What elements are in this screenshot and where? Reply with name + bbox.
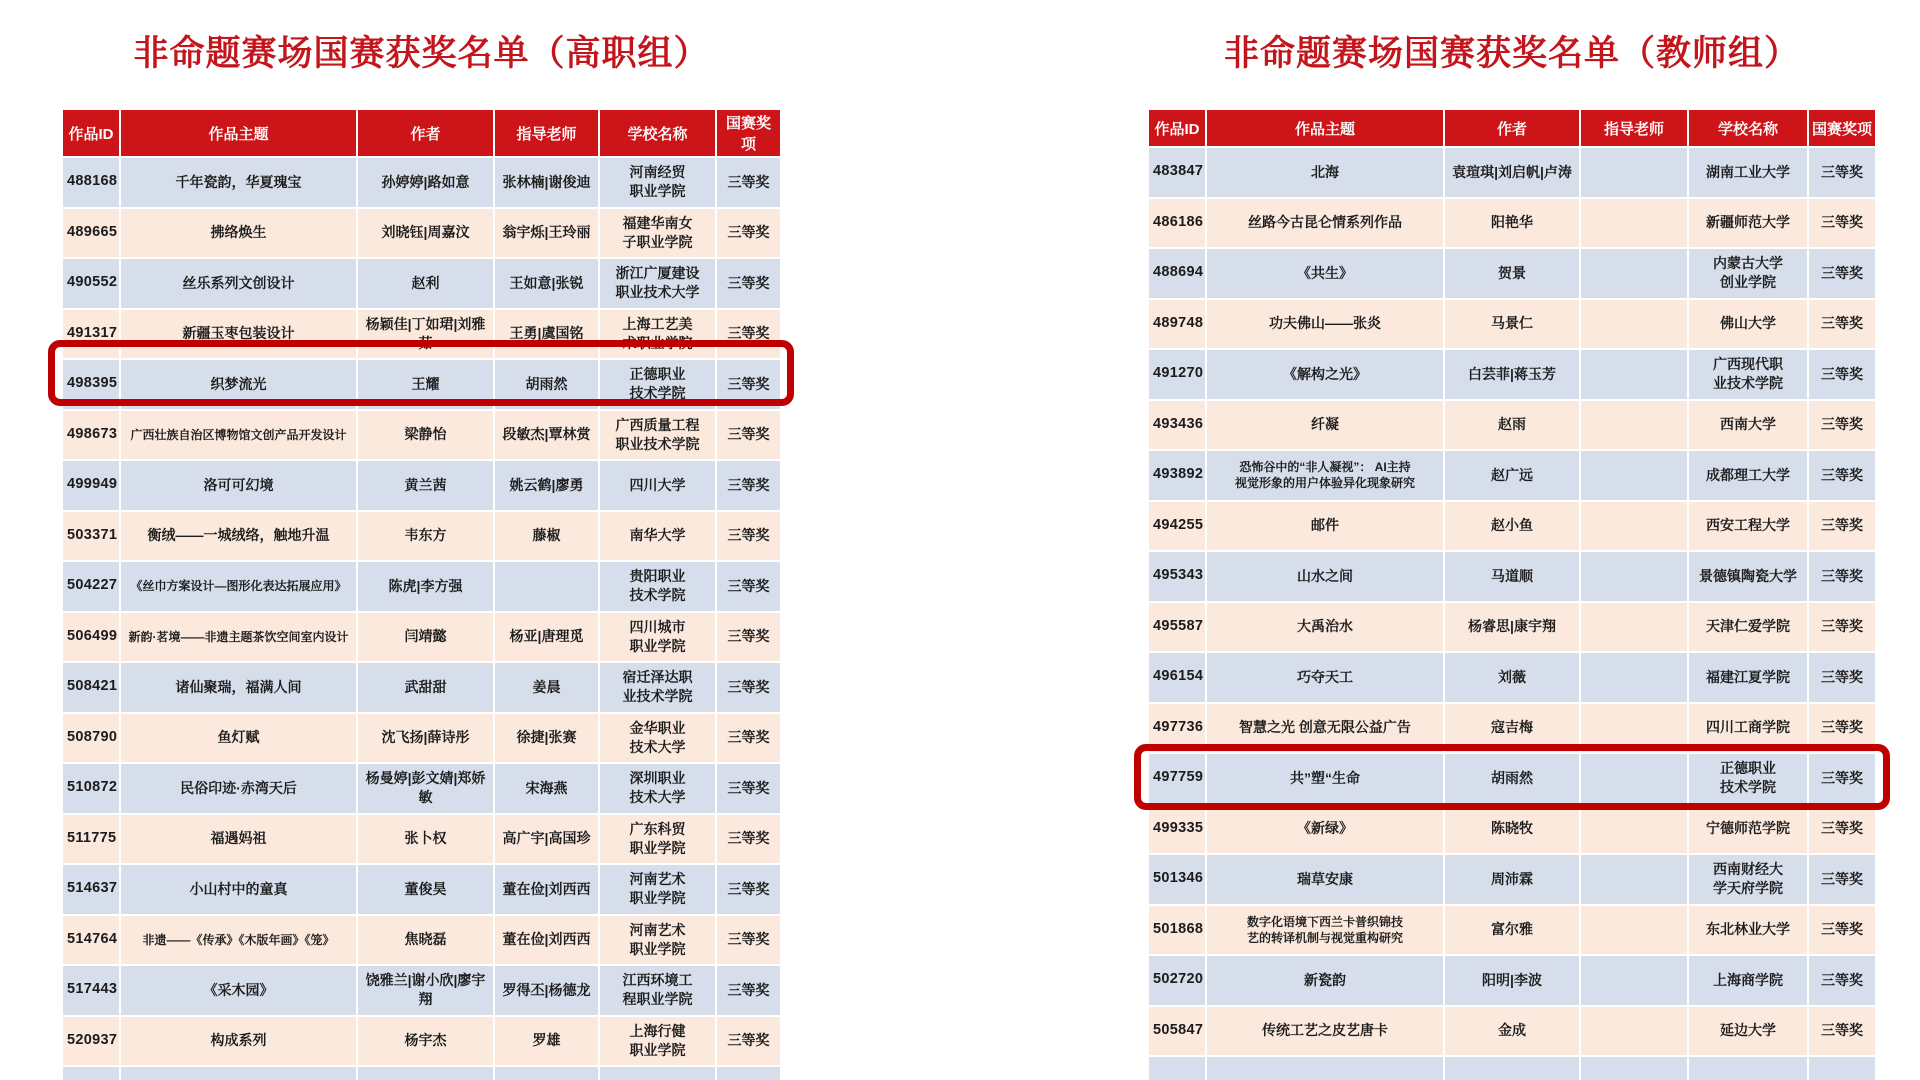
cell-id: 494255 xyxy=(1148,501,1206,552)
cell-id: 490552 xyxy=(62,258,120,309)
cell-teacher xyxy=(1580,501,1688,552)
cell-theme: 织梦流光 xyxy=(120,359,357,410)
cell-theme: 小山村中的童真 xyxy=(120,864,357,915)
cell-school: 贵阳职业技术学院 xyxy=(599,561,716,612)
cell-school: 西南大学 xyxy=(1688,400,1808,451)
cell-id: 510872 xyxy=(62,763,120,814)
table-row xyxy=(62,460,781,511)
cell-award: 三等奖 xyxy=(716,662,781,713)
table-row xyxy=(1148,299,1876,350)
cell-id: 489665 xyxy=(62,208,120,259)
column-header-theme: 作品主题 xyxy=(120,109,357,157)
table-row xyxy=(62,763,781,814)
page-title-teacher-group: 非命题赛场国赛获奖名单（教师组） xyxy=(1223,34,1800,73)
cell-award: 三等奖 xyxy=(716,814,781,865)
cell-award: 三等奖 xyxy=(716,1016,781,1067)
cell-award: 三等奖 xyxy=(1808,450,1876,501)
header-row xyxy=(1148,109,1876,147)
table-row xyxy=(62,157,781,208)
table-row xyxy=(1148,1006,1876,1057)
column-header-school: 学校名称 xyxy=(1688,109,1808,147)
table-row xyxy=(62,713,781,764)
cell-award: 三等奖 xyxy=(1808,854,1876,905)
cell-author: 阳艳华 xyxy=(1444,198,1580,249)
cell-school: 内蒙古大学创业学院 xyxy=(1688,248,1808,299)
cell-theme: 《共生》 xyxy=(1206,248,1444,299)
cell-author: 沈飞扬|薛诗彤 xyxy=(357,713,494,764)
cell-empty xyxy=(1808,1056,1876,1080)
table-row xyxy=(1148,602,1876,653)
cell-award: 三等奖 xyxy=(1808,804,1876,855)
table-row xyxy=(1148,905,1876,956)
cell-id: 496154 xyxy=(1148,652,1206,703)
column-header-theme: 作品主题 xyxy=(1206,109,1444,147)
cell-teacher: 宋海燕 xyxy=(494,763,599,814)
cell-empty xyxy=(357,1066,494,1080)
table-row xyxy=(62,915,781,966)
cell-empty xyxy=(599,1066,716,1080)
cell-id: 514637 xyxy=(62,864,120,915)
cell-teacher: 董在俭|刘西西 xyxy=(494,864,599,915)
table-row xyxy=(62,561,781,612)
cell-author: 马道顺 xyxy=(1444,551,1580,602)
table-row xyxy=(62,864,781,915)
cell-theme: 新瓷韵 xyxy=(1206,955,1444,1006)
cell-author: 董俊昊 xyxy=(357,864,494,915)
cell-award: 三等奖 xyxy=(716,511,781,562)
cell-author: 富尔雅 xyxy=(1444,905,1580,956)
cell-school: 福建江夏学院 xyxy=(1688,652,1808,703)
cell-author: 闫靖懿 xyxy=(357,612,494,663)
cell-award: 三等奖 xyxy=(716,612,781,663)
cell-empty xyxy=(62,1066,120,1080)
table-row xyxy=(62,511,781,562)
cell-school: 宿迁泽达职业技术学院 xyxy=(599,662,716,713)
cell-author: 赵利 xyxy=(357,258,494,309)
table-row xyxy=(1148,450,1876,501)
cell-author: 刘晓钰|周嘉汶 xyxy=(357,208,494,259)
cell-award: 三等奖 xyxy=(1808,198,1876,249)
cell-theme: 福遇妈祖 xyxy=(120,814,357,865)
cell-school: 广西质量工程职业技术学院 xyxy=(599,410,716,461)
cell-teacher xyxy=(1580,551,1688,602)
cell-award: 三等奖 xyxy=(716,359,781,410)
cell-school: 金华职业技术大学 xyxy=(599,713,716,764)
cell-theme: 《采木园》 xyxy=(120,965,357,1016)
cell-author: 贺景 xyxy=(1444,248,1580,299)
cell-id: 517443 xyxy=(62,965,120,1016)
cell-id: 495587 xyxy=(1148,602,1206,653)
table-row xyxy=(62,309,781,360)
column-header-award: 国赛奖项 xyxy=(1808,109,1876,147)
cell-school: 深圳职业技术大学 xyxy=(599,763,716,814)
cell-teacher xyxy=(1580,602,1688,653)
cell-teacher: 董在俭|刘西西 xyxy=(494,915,599,966)
cell-teacher xyxy=(1580,652,1688,703)
cell-school: 南华大学 xyxy=(599,511,716,562)
cell-id: 499335 xyxy=(1148,804,1206,855)
table-row xyxy=(1148,804,1876,855)
column-header-teacher: 指导老师 xyxy=(1580,109,1688,147)
cell-id: 501346 xyxy=(1148,854,1206,905)
cell-teacher xyxy=(1580,703,1688,754)
table-row xyxy=(62,965,781,1016)
cell-theme: 丝路今古昆仑情系列作品 xyxy=(1206,198,1444,249)
cell-empty xyxy=(1580,1056,1688,1080)
cell-teacher: 王如意|张锐 xyxy=(494,258,599,309)
cell-author: 杨宇杰 xyxy=(357,1016,494,1067)
cell-award: 三等奖 xyxy=(1808,753,1876,804)
cell-school: 浙江广厦建设职业技术大学 xyxy=(599,258,716,309)
cell-award: 三等奖 xyxy=(1808,602,1876,653)
cell-theme: 共”塑“生命 xyxy=(1206,753,1444,804)
table-row xyxy=(1148,147,1876,198)
cell-school: 河南艺术职业学院 xyxy=(599,915,716,966)
cell-teacher xyxy=(1580,955,1688,1006)
cell-teacher: 姚云鹤|廖勇 xyxy=(494,460,599,511)
cell-id: 508790 xyxy=(62,713,120,764)
awards-table-vocational-group xyxy=(62,109,781,1080)
cell-teacher xyxy=(1580,1006,1688,1057)
cell-school: 东北林业大学 xyxy=(1688,905,1808,956)
cell-author: 马景仁 xyxy=(1444,299,1580,350)
cell-school: 正德职业技术学院 xyxy=(1688,753,1808,804)
cell-id: 498673 xyxy=(62,410,120,461)
cell-empty xyxy=(494,1066,599,1080)
cell-theme: 广西壮族自治区博物馆文创产品开发设计 xyxy=(120,410,357,461)
cell-teacher: 罗得丕|杨德龙 xyxy=(494,965,599,1016)
cell-teacher xyxy=(1580,905,1688,956)
cell-id: 520937 xyxy=(62,1016,120,1067)
column-header-author: 作者 xyxy=(357,109,494,157)
table-row xyxy=(62,1016,781,1067)
cell-award: 三等奖 xyxy=(716,208,781,259)
partial-bottom-row xyxy=(62,1066,781,1080)
cell-id: 502720 xyxy=(1148,955,1206,1006)
cell-award: 三等奖 xyxy=(1808,703,1876,754)
cell-school: 西安工程大学 xyxy=(1688,501,1808,552)
cell-author: 张卜权 xyxy=(357,814,494,865)
cell-id: 493892 xyxy=(1148,450,1206,501)
cell-id: 491317 xyxy=(62,309,120,360)
cell-theme: 大禹治水 xyxy=(1206,602,1444,653)
cell-school: 佛山大学 xyxy=(1688,299,1808,350)
table-row xyxy=(62,208,781,259)
table-row xyxy=(1148,400,1876,451)
partial-bottom-row xyxy=(1148,1056,1876,1080)
table-row xyxy=(62,612,781,663)
cell-author: 赵雨 xyxy=(1444,400,1580,451)
cell-author: 陈虎|李方强 xyxy=(357,561,494,612)
cell-author: 阳明|李波 xyxy=(1444,955,1580,1006)
page-title-vocational-group: 非命题赛场国赛获奖名单（高职组） xyxy=(133,34,710,73)
cell-award: 三等奖 xyxy=(716,157,781,208)
cell-theme: 民俗印迹·赤湾天后 xyxy=(120,763,357,814)
cell-award: 三等奖 xyxy=(716,561,781,612)
cell-empty xyxy=(1444,1056,1580,1080)
cell-theme: 山水之间 xyxy=(1206,551,1444,602)
cell-school: 四川工商学院 xyxy=(1688,703,1808,754)
cell-award: 三等奖 xyxy=(716,965,781,1016)
cell-empty xyxy=(1148,1056,1206,1080)
cell-id: 498395 xyxy=(62,359,120,410)
cell-teacher xyxy=(1580,349,1688,400)
cell-award: 三等奖 xyxy=(1808,1006,1876,1057)
column-header-teacher: 指导老师 xyxy=(494,109,599,157)
cell-teacher: 杨亚|唐理觅 xyxy=(494,612,599,663)
table-row xyxy=(1148,854,1876,905)
cell-author: 饶雅兰|谢小欣|廖宇翔 xyxy=(357,965,494,1016)
cell-school: 湖南工业大学 xyxy=(1688,147,1808,198)
cell-author: 刘薇 xyxy=(1444,652,1580,703)
cell-theme: 非遗——《传承》《木版年画》《笼》 xyxy=(120,915,357,966)
cell-school: 延边大学 xyxy=(1688,1006,1808,1057)
cell-theme: 新韵·茗境——非遗主题茶饮空间室内设计 xyxy=(120,612,357,663)
cell-empty xyxy=(1688,1056,1808,1080)
cell-empty xyxy=(120,1066,357,1080)
cell-id: 503371 xyxy=(62,511,120,562)
cell-award: 三等奖 xyxy=(716,460,781,511)
table-row xyxy=(1148,955,1876,1006)
cell-teacher xyxy=(1580,248,1688,299)
column-header-award: 国赛奖项 xyxy=(716,109,781,157)
cell-award: 三等奖 xyxy=(716,915,781,966)
cell-theme: 鱼灯赋 xyxy=(120,713,357,764)
cell-school: 景德镇陶瓷大学 xyxy=(1688,551,1808,602)
column-header-id: 作品ID xyxy=(62,109,120,157)
cell-author: 武甜甜 xyxy=(357,662,494,713)
cell-teacher xyxy=(494,561,599,612)
cell-teacher xyxy=(1580,854,1688,905)
cell-id: 501868 xyxy=(1148,905,1206,956)
header-row xyxy=(62,109,781,157)
cell-theme: 数字化语境下西兰卡普织锦技艺的转译机制与视觉重构研究 xyxy=(1206,905,1444,956)
cell-teacher xyxy=(1580,450,1688,501)
cell-theme: 巧夺天工 xyxy=(1206,652,1444,703)
cell-author: 金成 xyxy=(1444,1006,1580,1057)
cell-award: 三等奖 xyxy=(1808,652,1876,703)
cell-teacher: 姜晨 xyxy=(494,662,599,713)
cell-teacher: 藤椒 xyxy=(494,511,599,562)
cell-author: 杨睿思|康宇翔 xyxy=(1444,602,1580,653)
cell-teacher xyxy=(1580,753,1688,804)
cell-school: 正德职业技术学院 xyxy=(599,359,716,410)
cell-school: 河南艺术职业学院 xyxy=(599,864,716,915)
cell-school: 四川城市职业学院 xyxy=(599,612,716,663)
cell-theme: 构成系列 xyxy=(120,1016,357,1067)
cell-teacher: 胡雨然 xyxy=(494,359,599,410)
cell-empty xyxy=(1206,1056,1444,1080)
cell-school: 广西现代职业技术学院 xyxy=(1688,349,1808,400)
table-row xyxy=(62,814,781,865)
cell-theme: 新疆玉枣包装设计 xyxy=(120,309,357,360)
cell-award: 三等奖 xyxy=(1808,400,1876,451)
cell-school: 河南经贸职业学院 xyxy=(599,157,716,208)
table-row xyxy=(62,410,781,461)
cell-school: 天津仁爱学院 xyxy=(1688,602,1808,653)
cell-teacher: 罗雄 xyxy=(494,1016,599,1067)
cell-theme: 拂络焕生 xyxy=(120,208,357,259)
cell-teacher xyxy=(1580,400,1688,451)
cell-award: 三等奖 xyxy=(716,309,781,360)
cell-teacher: 张林楠|谢俊迪 xyxy=(494,157,599,208)
cell-award: 三等奖 xyxy=(1808,349,1876,400)
cell-school: 广东科贸职业学院 xyxy=(599,814,716,865)
cell-author: 周沛霖 xyxy=(1444,854,1580,905)
cell-author: 赵小鱼 xyxy=(1444,501,1580,552)
table-row xyxy=(1148,551,1876,602)
cell-theme: 瑞草安康 xyxy=(1206,854,1444,905)
cell-author: 焦晓磊 xyxy=(357,915,494,966)
cell-teacher: 翁宇烁|王玲丽 xyxy=(494,208,599,259)
cell-award: 三等奖 xyxy=(716,258,781,309)
cell-award: 三等奖 xyxy=(1808,299,1876,350)
cell-id: 499949 xyxy=(62,460,120,511)
cell-empty xyxy=(716,1066,781,1080)
cell-school: 上海商学院 xyxy=(1688,955,1808,1006)
cell-school: 福建华南女子职业学院 xyxy=(599,208,716,259)
cell-award: 三等奖 xyxy=(1808,905,1876,956)
cell-school: 新疆师范大学 xyxy=(1688,198,1808,249)
cell-school: 宁德师范学院 xyxy=(1688,804,1808,855)
cell-theme: 洛可可幻境 xyxy=(120,460,357,511)
cell-author: 寇吉梅 xyxy=(1444,703,1580,754)
cell-id: 504227 xyxy=(62,561,120,612)
cell-author: 陈晓牧 xyxy=(1444,804,1580,855)
table-row xyxy=(62,258,781,309)
cell-teacher: 王勇|虞国铭 xyxy=(494,309,599,360)
cell-id: 491270 xyxy=(1148,349,1206,400)
cell-author: 孙婷婷|路如意 xyxy=(357,157,494,208)
cell-school: 江西环境工程职业学院 xyxy=(599,965,716,1016)
cell-school: 西南财经大学天府学院 xyxy=(1688,854,1808,905)
column-header-id: 作品ID xyxy=(1148,109,1206,147)
cell-author: 韦东方 xyxy=(357,511,494,562)
cell-teacher: 段敏杰|覃林赏 xyxy=(494,410,599,461)
cell-id: 488694 xyxy=(1148,248,1206,299)
cell-author: 杨颖佳|丁如珺|刘雅茹 xyxy=(357,309,494,360)
cell-theme: 邮件 xyxy=(1206,501,1444,552)
cell-theme: 《解构之光》 xyxy=(1206,349,1444,400)
cell-theme: 丝乐系列文创设计 xyxy=(120,258,357,309)
cell-id: 495343 xyxy=(1148,551,1206,602)
table-row xyxy=(1148,198,1876,249)
cell-theme: 诸仙聚瑞，福满人间 xyxy=(120,662,357,713)
column-header-author: 作者 xyxy=(1444,109,1580,147)
cell-author: 梁静怡 xyxy=(357,410,494,461)
cell-award: 三等奖 xyxy=(716,864,781,915)
table-row xyxy=(1148,349,1876,400)
cell-id: 497736 xyxy=(1148,703,1206,754)
column-header-school: 学校名称 xyxy=(599,109,716,157)
cell-author: 白芸菲|蒋玉芳 xyxy=(1444,349,1580,400)
cell-theme: 传统工艺之皮艺唐卡 xyxy=(1206,1006,1444,1057)
cell-award: 三等奖 xyxy=(1808,955,1876,1006)
cell-id: 488168 xyxy=(62,157,120,208)
cell-id: 486186 xyxy=(1148,198,1206,249)
cell-award: 三等奖 xyxy=(716,713,781,764)
cell-school: 成都理工大学 xyxy=(1688,450,1808,501)
cell-theme: 智慧之光 创意无限公益广告 xyxy=(1206,703,1444,754)
table-row xyxy=(62,662,781,713)
table-row-highlighted xyxy=(62,359,781,410)
cell-id: 505847 xyxy=(1148,1006,1206,1057)
cell-award: 三等奖 xyxy=(1808,147,1876,198)
cell-id: 506499 xyxy=(62,612,120,663)
cell-award: 三等奖 xyxy=(1808,551,1876,602)
cell-theme: 千年瓷韵，华夏瑰宝 xyxy=(120,157,357,208)
cell-author: 王耀 xyxy=(357,359,494,410)
cell-school: 四川大学 xyxy=(599,460,716,511)
cell-award: 三等奖 xyxy=(1808,248,1876,299)
cell-teacher xyxy=(1580,147,1688,198)
cell-theme: 《丝巾方案设计—图形化表达拓展应用》 xyxy=(120,561,357,612)
cell-id: 514764 xyxy=(62,915,120,966)
cell-theme: 纤凝 xyxy=(1206,400,1444,451)
cell-theme: 衡绒——一城绒络，触地升温 xyxy=(120,511,357,562)
cell-author: 袁瑄琪|刘启帆|卢涛 xyxy=(1444,147,1580,198)
table-row xyxy=(1148,501,1876,552)
awards-table-teacher-group xyxy=(1148,109,1876,1080)
cell-award: 三等奖 xyxy=(716,763,781,814)
table-row xyxy=(1148,248,1876,299)
cell-school: 上海工艺美术职业学院 xyxy=(599,309,716,360)
cell-author: 黄兰茜 xyxy=(357,460,494,511)
cell-teacher: 高广宇|高国珍 xyxy=(494,814,599,865)
cell-teacher xyxy=(1580,299,1688,350)
cell-award: 三等奖 xyxy=(1808,501,1876,552)
cell-author: 胡雨然 xyxy=(1444,753,1580,804)
cell-id: 493436 xyxy=(1148,400,1206,451)
table-row xyxy=(1148,703,1876,754)
table-row-highlighted xyxy=(1148,753,1876,804)
cell-theme: 恐怖谷中的“非人凝视”： AI主持视觉形象的用户体验异化现象研究 xyxy=(1206,450,1444,501)
cell-id: 511775 xyxy=(62,814,120,865)
cell-teacher xyxy=(1580,198,1688,249)
cell-theme: 功夫佛山——张炎 xyxy=(1206,299,1444,350)
cell-id: 508421 xyxy=(62,662,120,713)
cell-id: 483847 xyxy=(1148,147,1206,198)
table-row xyxy=(1148,652,1876,703)
cell-school: 上海行健职业学院 xyxy=(599,1016,716,1067)
cell-teacher: 徐捷|张赛 xyxy=(494,713,599,764)
cell-author: 杨曼婷|彭文婧|郑娇敏 xyxy=(357,763,494,814)
cell-theme: 北海 xyxy=(1206,147,1444,198)
cell-award: 三等奖 xyxy=(716,410,781,461)
cell-theme: 《新绿》 xyxy=(1206,804,1444,855)
cell-id: 489748 xyxy=(1148,299,1206,350)
cell-author: 赵广远 xyxy=(1444,450,1580,501)
cell-id: 497759 xyxy=(1148,753,1206,804)
cell-teacher xyxy=(1580,804,1688,855)
